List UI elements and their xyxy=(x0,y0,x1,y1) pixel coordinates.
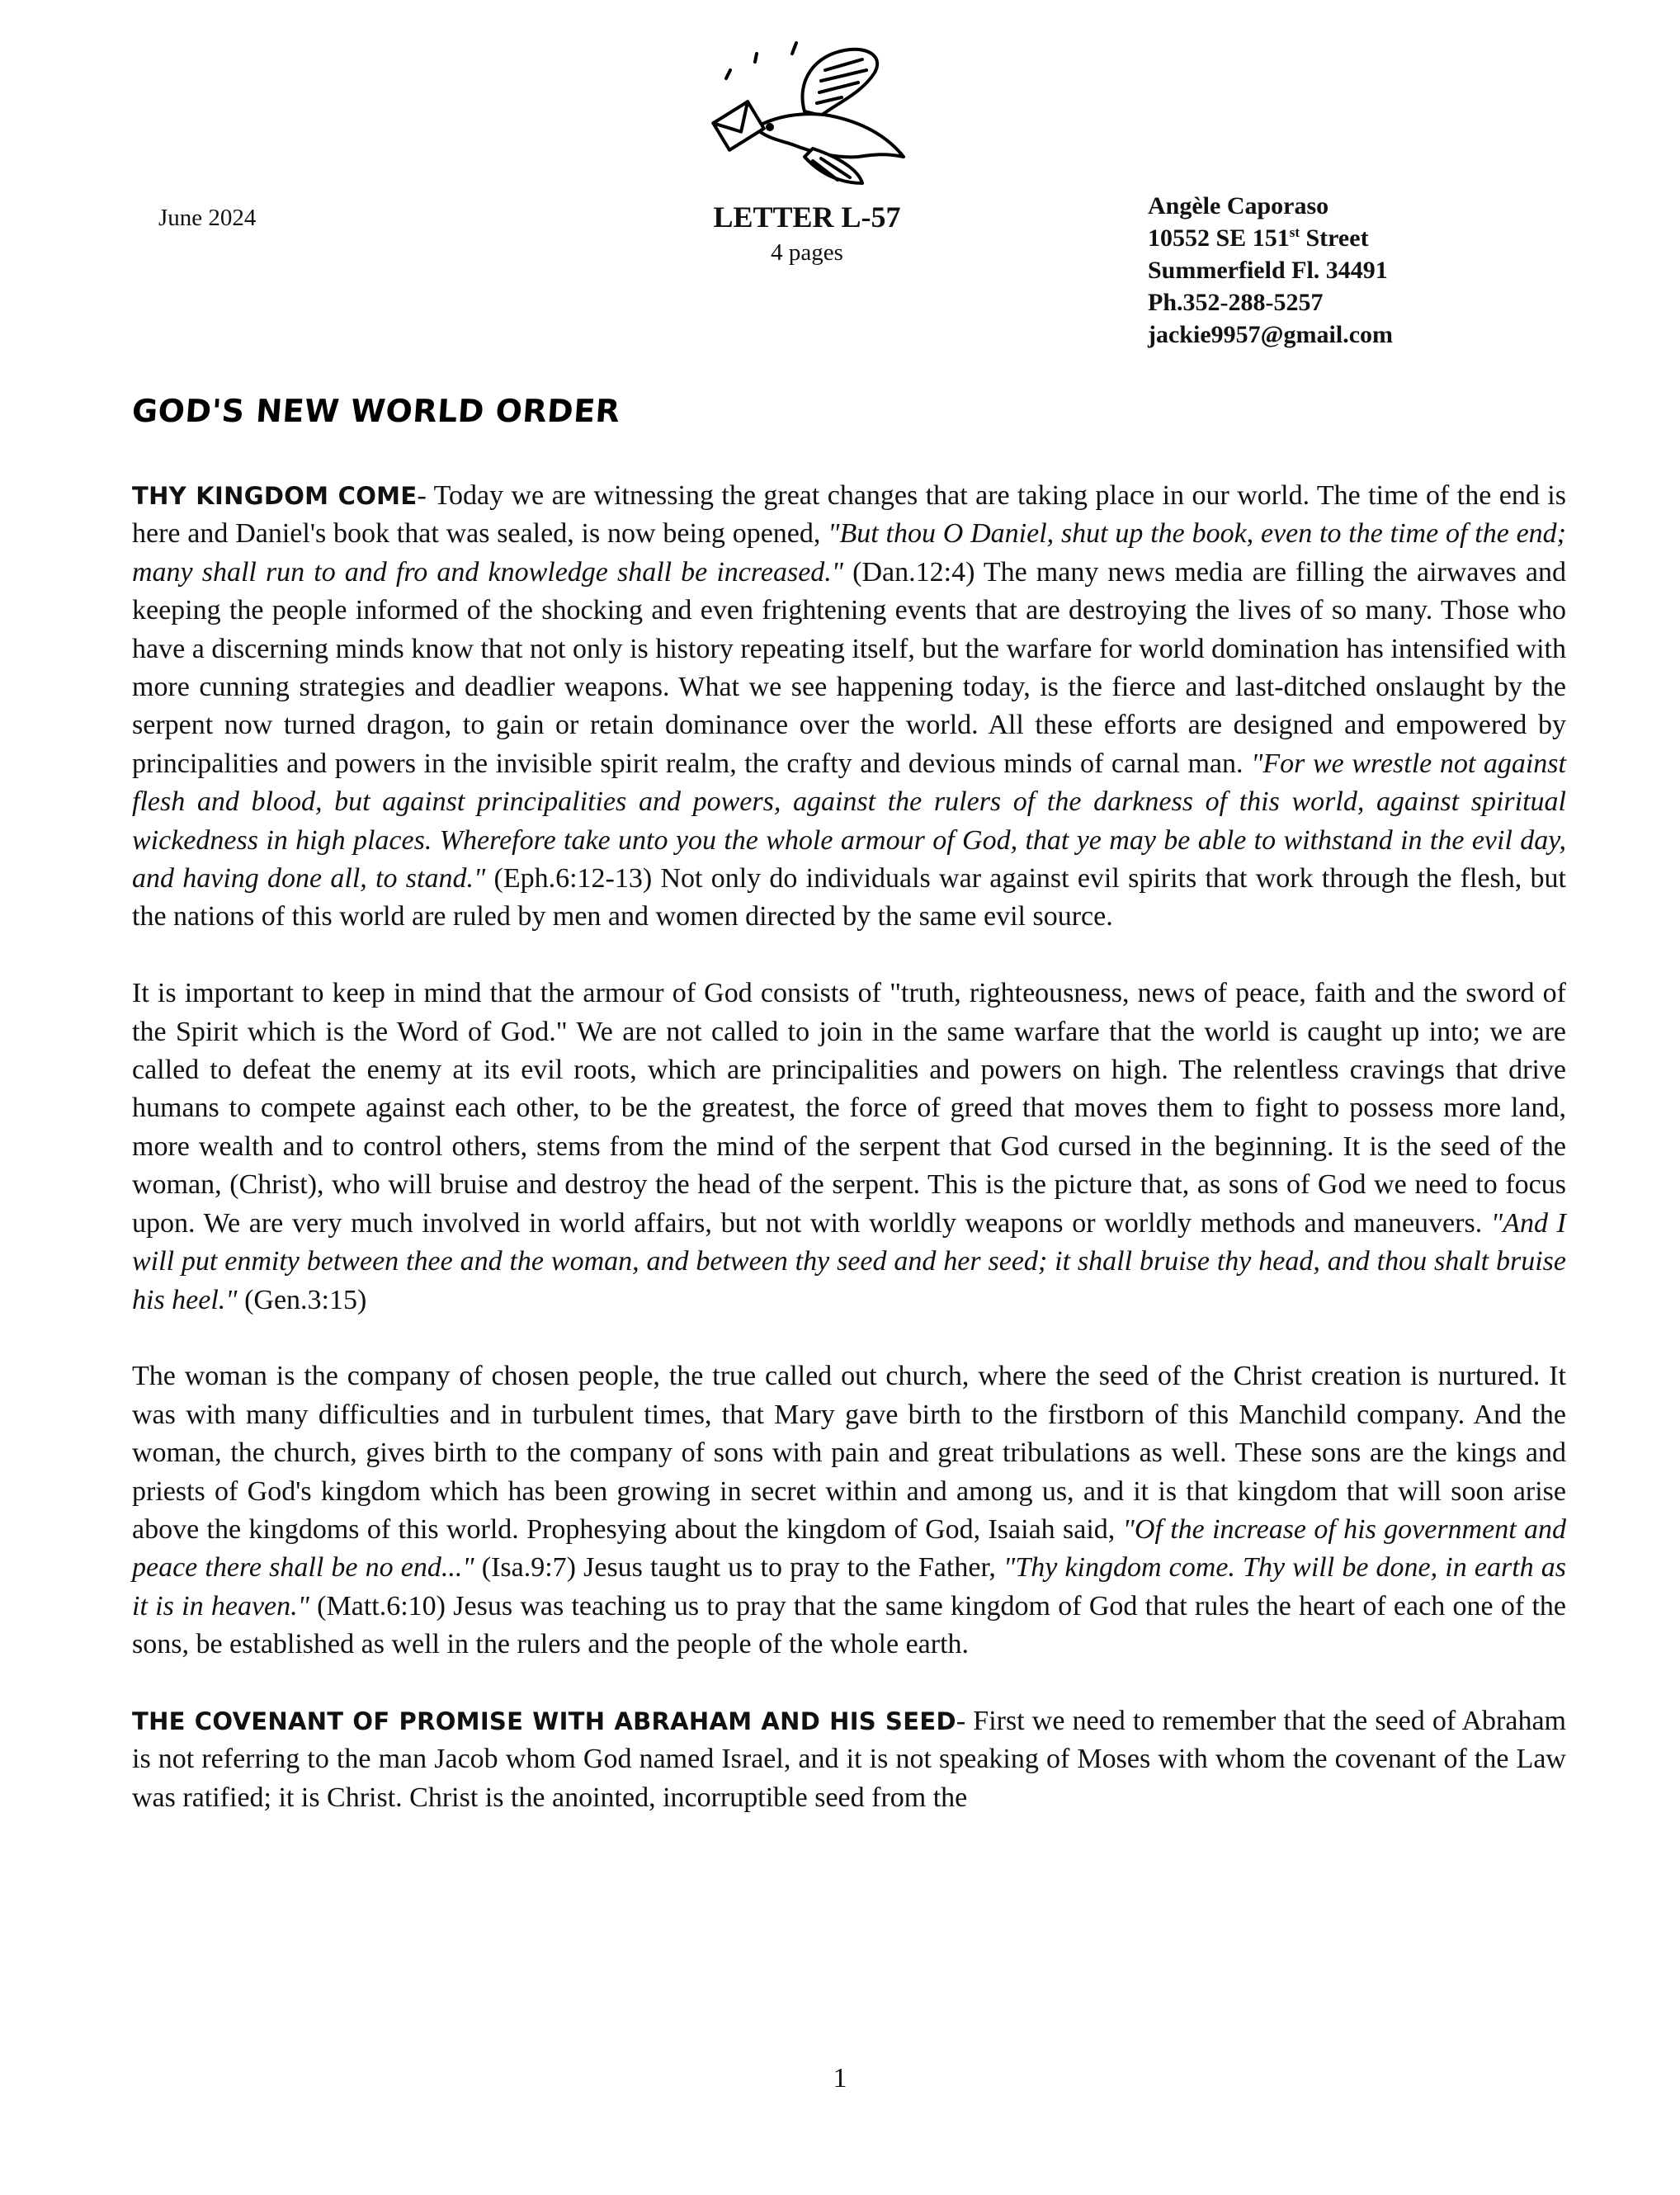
paragraph-text: The woman is the company of chosen people, the true called out church, where the seed of the Christ creation is nurtured. It was with many difficulties and in turbulent times, that Mary gave birth to the firstborn of this Manchild company. And the woman, the church, gives birth to the company of sons with pain and great tribulations as well. These sons are the kings and priests of God's kingdom which has been growing in secret within and among us, and it is that kingdom that will soon arise above the kingdoms of this world. Prophesying about the kingdom of God, Isaiah said, xyxy=(132,1361,1566,1545)
paragraph-3 xyxy=(132,1357,1566,1664)
paragraph-1 xyxy=(132,477,1566,937)
paragraph-text: (Isa.9:7) Jesus taught us to pray to the Father, xyxy=(474,1552,1004,1584)
paragraph-text: (Dan.12:4) The many news media are filling the airwaves and keeping the people informed of the shocking and even frightening events that are destroying the lives of so many. Those who have a discerning minds know that not only is history repeating itself, but the warfare for world domination has intensified with more cunning strategies and deadlier weapons. What we see happening today, is the fierce and last-ditched onslaught by the serpent now turned dragon, to gain or retain dominance over the world. All these efforts are designed and empowered by principalities and powers in the invisible spirit realm, the crafty and devious minds of carnal man. xyxy=(132,556,1566,779)
scripture-quote: "Thy kingdom come. Thy will be done, in earth as it is in heaven." xyxy=(132,1552,1567,1621)
document-title: GOD'S NEW WORLD ORDER xyxy=(130,393,622,429)
sender-street xyxy=(1148,222,1393,254)
sender-name: Angèle Caporaso xyxy=(1148,192,1329,220)
dove-with-letter-icon xyxy=(706,33,912,190)
page-number: 1 xyxy=(833,2063,847,2094)
sender-address xyxy=(1148,190,1393,351)
paragraph-text: (Matt.6:10) Jesus was teaching us to pray that the same kingdom of God that rules the heart of each one of the sons, be established as well in the rulers and the people of the whole earth. xyxy=(132,1590,1566,1660)
sender-city: Summerfield Fl. 34491 xyxy=(1148,257,1388,284)
street-name: Street xyxy=(1299,224,1369,252)
paragraph-text: It is important to keep in mind that the armour of God consists of "truth, righteousness, news of peace, faith and the sword of the Spirit which is the Word of God." We are not called to join in the same warfare that the world is caught up into; we are called to defeat the enemy at its evil roots, which are principalities and powers on high. The relentless cravings that drive humans to compete against each other, to be the greatest, the force of greed that moves them to fight to possess more land, more wealth and to control others, stems from the mind of the serpent that God cursed in the beginning. It is the seed of the woman, (Christ), who will bruise and destroy the head of the serpent. This is the picture that, as sons of God we need to focus upon. We are very much involved in world affairs, but not with worldly weapons or worldly methods and maneuvers. xyxy=(132,978,1566,1239)
street-number: 10552 SE 151 xyxy=(1148,224,1290,252)
street-ordinal: st xyxy=(1289,224,1300,240)
section-heading: THY KINGDOM COME xyxy=(132,482,418,510)
letter-page-count: 4 pages xyxy=(771,239,843,266)
paragraph-text: (Eph.6:12-13) Not only do individuals war against evil spirits that work through the flesh, but the nations of this world are ruled by men and women directed by the same evil source. xyxy=(132,863,1566,932)
scripture-quote: "And I will put enmity between thee and the woman, and between thy seed and her seed; it shall bruise thy head, and thou shalt bruise his heel." xyxy=(132,1207,1566,1315)
sender-phone: Ph.352-288-5257 xyxy=(1148,289,1324,316)
letter-body xyxy=(132,477,1566,1856)
letter-date: June 2024 xyxy=(158,205,257,231)
scripture-quote: "For we wrestle not against flesh and blood, but against principalities and powers, against the rulers of the darkness of this world, against spiritual wickedness in high places. Wherefore take unto you the whole armour of God, that ye may be able to withstand in the evil day, and having done all, to stand." xyxy=(132,748,1566,895)
paragraph-text: (Gen.3:15) xyxy=(237,1284,367,1315)
paragraph-text: - Today we are witnessing the great changes that are taking place in our world. The time of the end is here and Daniel's book that was sealed, is now being opened, xyxy=(132,480,1566,550)
paragraph-4 xyxy=(132,1702,1566,1817)
letter-id-block xyxy=(634,198,980,269)
sender-email: jackie9957@gmail.com xyxy=(1148,321,1394,348)
letter-title: LETTER L-57 xyxy=(713,201,901,234)
section-heading: THE COVENANT OF PROMISE WITH ABRAHAM AND HIS SEED xyxy=(132,1706,956,1735)
scripture-quote: "But thou O Daniel, shut up the book, even to the time of the end; many shall run to and fro and knowledge shall be increased." xyxy=(132,518,1566,588)
scripture-quote: "Of the increase of his government and peace there shall be no end..." xyxy=(132,1513,1566,1584)
paragraph-2 xyxy=(132,975,1566,1319)
paragraph-text: - First we need to remember that the seed of Abraham is not referring to the man Jacob whom God named Israel, and it is not speaking of Moses with whom the covenant of the Law was ratified; it is Christ. Christ is the anointed, incorruptible seed from the xyxy=(132,1705,1566,1813)
